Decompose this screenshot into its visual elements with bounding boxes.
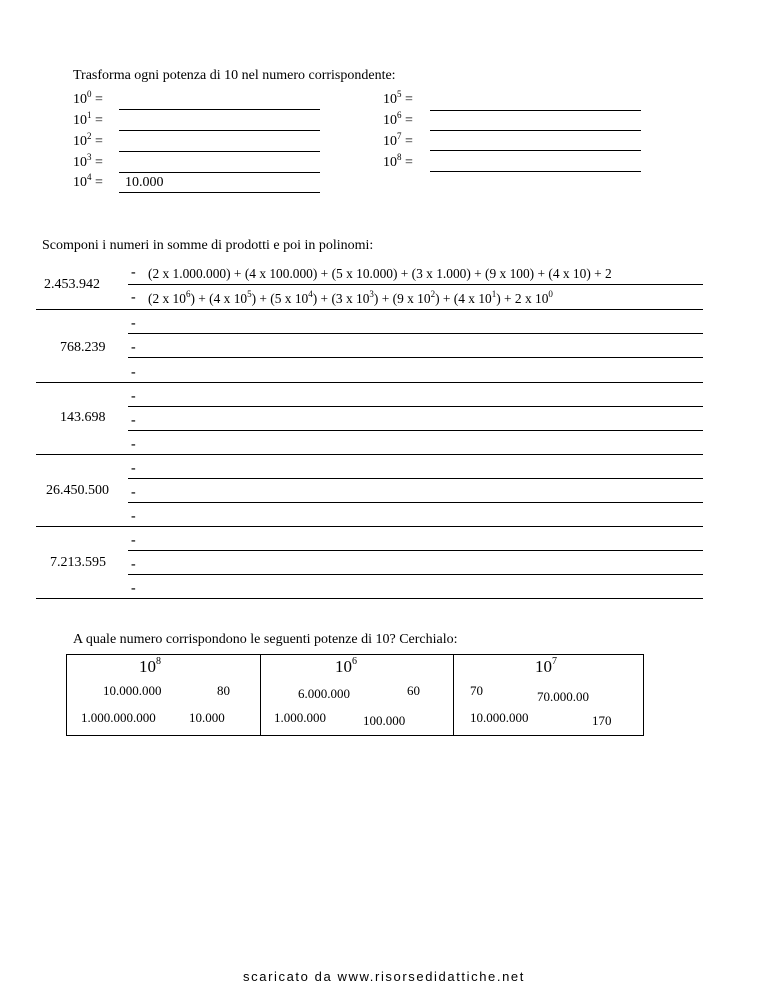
example-line-2-text: ) + (9 x 10 bbox=[373, 291, 431, 306]
dash: - bbox=[131, 290, 136, 305]
write-line bbox=[128, 309, 703, 310]
example-line-2-text: (2 x 10 bbox=[148, 291, 186, 306]
dash: - bbox=[131, 437, 136, 452]
example-line-2 bbox=[148, 291, 553, 308]
number-label-1: 143.698 bbox=[60, 410, 106, 425]
answer-value-left-4: 10.000 bbox=[125, 175, 164, 190]
power-row-left-2: $10^2$ = bbox=[73, 131, 103, 149]
power-row-right-3: $10^8$ = bbox=[383, 152, 413, 170]
number-label-0: 768.239 bbox=[60, 340, 106, 355]
example-line-2-exponent: 4 bbox=[308, 289, 313, 299]
example-line-2-exponent: 6 bbox=[185, 289, 191, 299]
example-number: 2.453.942 bbox=[44, 277, 100, 292]
example-line-2-exponent: 2 bbox=[430, 289, 436, 299]
dash: - bbox=[131, 557, 136, 572]
answer-line-right-2[interactable] bbox=[430, 150, 641, 151]
option-0-0[interactable]: 10.000.000 bbox=[103, 683, 162, 698]
write-line[interactable] bbox=[128, 478, 703, 479]
option-2-0[interactable]: 70 bbox=[470, 683, 483, 698]
option-1-1[interactable]: 60 bbox=[407, 683, 420, 698]
separator-line bbox=[36, 454, 128, 455]
dash: - bbox=[131, 533, 136, 548]
dash: - bbox=[131, 389, 136, 404]
write-line[interactable] bbox=[128, 406, 703, 407]
example-line-2-exponent: 1 bbox=[491, 289, 497, 299]
write-line[interactable] bbox=[128, 333, 703, 334]
power-heading-1: $10^6$ bbox=[335, 656, 357, 676]
write-line[interactable] bbox=[128, 430, 703, 431]
example-line-2-text: ) + (5 x 10 bbox=[251, 291, 309, 306]
dash: - bbox=[131, 365, 136, 380]
column-divider bbox=[453, 655, 454, 735]
option-0-3[interactable]: 10.000 bbox=[189, 710, 225, 725]
answer-line-right-3[interactable] bbox=[430, 171, 641, 172]
dash: - bbox=[131, 485, 136, 500]
option-2-3[interactable]: 170 bbox=[592, 713, 612, 728]
section3-instruction: A quale numero corrispondono le seguenti potenze di 10? Cerchialo: bbox=[73, 632, 458, 647]
separator-line bbox=[36, 309, 128, 310]
column-divider bbox=[260, 655, 261, 735]
answer-line-right-1[interactable] bbox=[430, 130, 641, 131]
separator-line bbox=[36, 382, 128, 383]
power-row-left-4: $10^4$ = bbox=[73, 172, 103, 190]
power-row-left-1: $10^1$ = bbox=[73, 110, 103, 128]
option-1-2[interactable]: 1.000.000 bbox=[274, 710, 326, 725]
answer-line-left-3[interactable] bbox=[119, 172, 320, 173]
power-row-left-3: $10^3$ = bbox=[73, 152, 103, 170]
power-heading-0: $10^8$ bbox=[139, 656, 161, 676]
write-line[interactable] bbox=[128, 357, 703, 358]
option-1-0[interactable]: 6.000.000 bbox=[298, 686, 350, 701]
option-0-1[interactable]: 80 bbox=[217, 683, 230, 698]
separator-line bbox=[36, 526, 128, 527]
example-line-2-exponent: 3 bbox=[369, 289, 374, 299]
write-line bbox=[128, 284, 703, 285]
dash: - bbox=[131, 316, 136, 331]
write-line[interactable] bbox=[128, 502, 703, 503]
power-row-right-1: $10^6$ = bbox=[383, 110, 413, 128]
footer-credit: scaricato da www.risorsedidattiche.net bbox=[243, 969, 525, 984]
write-line[interactable] bbox=[128, 574, 703, 575]
write-line[interactable] bbox=[128, 550, 703, 551]
example-line-2-text: ) + (4 x 10 bbox=[435, 291, 492, 306]
answer-line-left-1[interactable] bbox=[119, 130, 320, 131]
write-line[interactable] bbox=[128, 454, 703, 455]
power-options-table bbox=[66, 654, 644, 736]
number-label-3: 7.213.595 bbox=[50, 555, 106, 570]
example-line-2-text: ) + (4 x 10 bbox=[190, 291, 248, 306]
option-2-1[interactable]: 70.000.00 bbox=[537, 689, 589, 704]
write-line[interactable] bbox=[128, 526, 703, 527]
example-line-2-exponent: 5 bbox=[247, 289, 252, 299]
example-line-2-exponent: 0 bbox=[548, 289, 553, 299]
example-line-2-text: ) + 2 x 10 bbox=[496, 291, 549, 306]
power-heading-2: $10^7$ bbox=[535, 656, 557, 676]
power-row-right-0: $10^5$ = bbox=[383, 89, 413, 107]
dash: - bbox=[131, 581, 136, 596]
dash: - bbox=[131, 461, 136, 476]
write-line[interactable] bbox=[128, 598, 703, 599]
write-line[interactable] bbox=[128, 382, 703, 383]
power-row-left-0: $10^0$ = bbox=[73, 89, 103, 107]
answer-line-left-4[interactable] bbox=[119, 192, 320, 193]
power-row-right-2: $10^7$ = bbox=[383, 131, 413, 149]
dash: - bbox=[131, 509, 136, 524]
section1-instruction: Trasforma ogni potenza di 10 nel numero corrispondente: bbox=[73, 68, 396, 83]
example-line-1: (2 x 1.000.000) + (4 x 100.000) + (5 x 10.000) + (3 x 1.000) + (9 x 100) + (4 x 10) + 2 bbox=[148, 266, 612, 281]
option-0-2[interactable]: 1.000.000.000 bbox=[81, 710, 156, 725]
option-2-2[interactable]: 10.000.000 bbox=[470, 710, 529, 725]
separator-line bbox=[36, 598, 128, 599]
dash: - bbox=[131, 413, 136, 428]
dash: - bbox=[131, 265, 136, 280]
example-line-2-text: ) + (3 x 10 bbox=[312, 291, 370, 306]
section2-instruction: Scomponi i numeri in somme di prodotti e poi in polinomi: bbox=[42, 238, 374, 253]
dash: - bbox=[131, 340, 136, 355]
answer-line-left-2[interactable] bbox=[119, 151, 320, 152]
option-1-3[interactable]: 100.000 bbox=[363, 713, 406, 728]
number-label-2: 26.450.500 bbox=[46, 483, 109, 498]
answer-line-right-0[interactable] bbox=[430, 110, 641, 111]
answer-line-left-0[interactable] bbox=[119, 109, 320, 110]
